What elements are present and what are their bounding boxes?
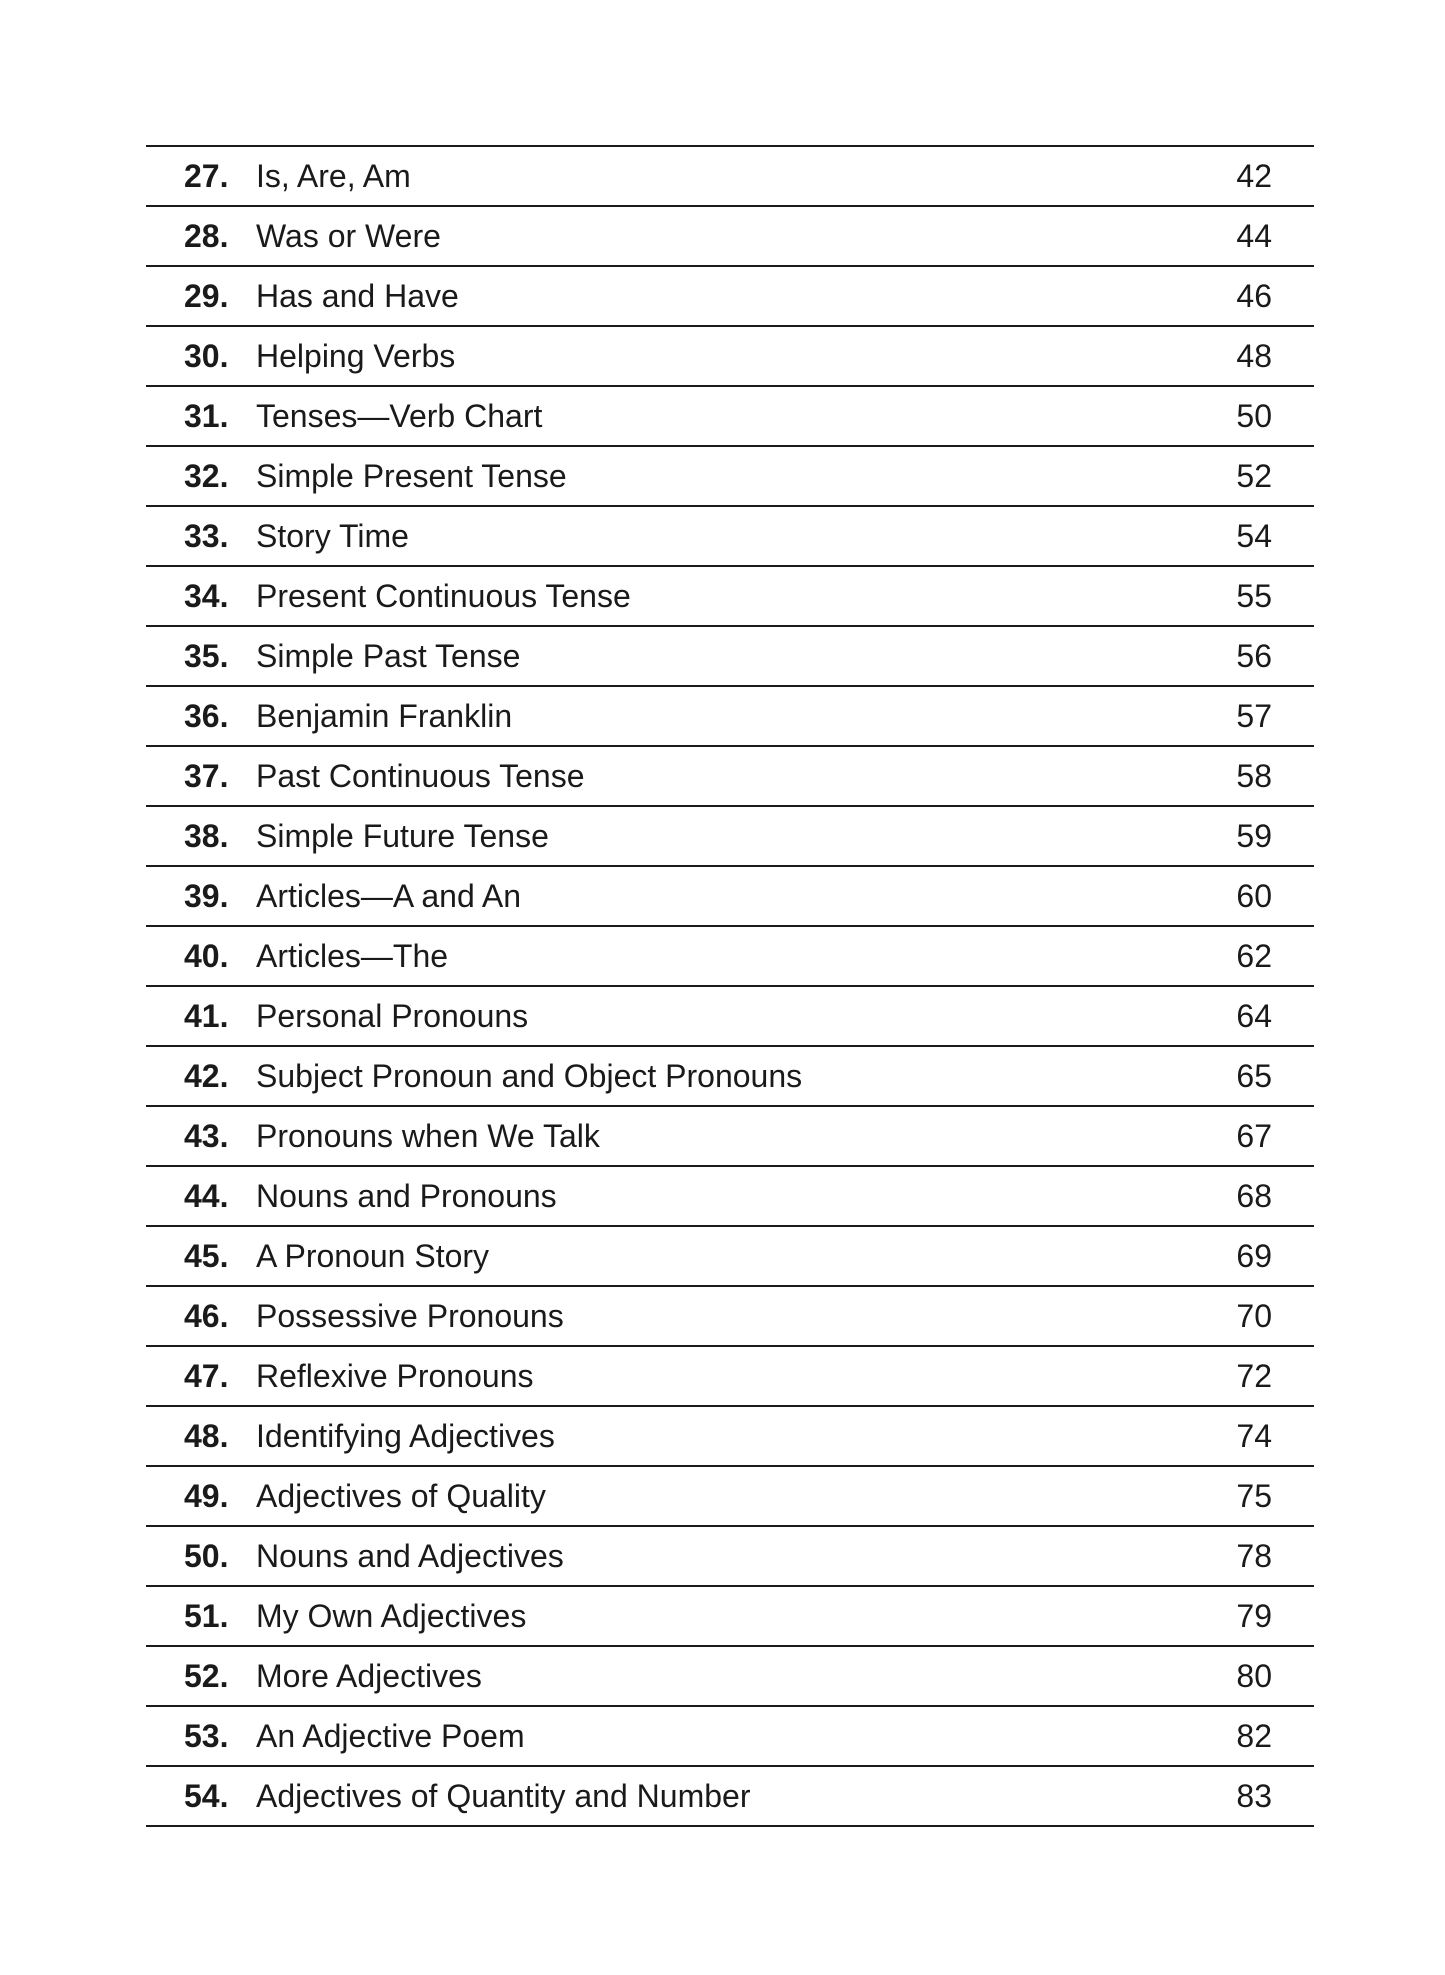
table-of-contents [146, 145, 1314, 1827]
toc-entry-number: 41. [184, 998, 229, 1034]
toc-entry-title: An Adjective Poem [256, 1718, 525, 1754]
toc-entry-page: 50 [1236, 398, 1272, 434]
toc-entry-number: 54. [184, 1778, 229, 1814]
toc-entry-title: Was or Were [256, 218, 441, 254]
toc-entry [146, 1467, 1314, 1527]
toc-entry [146, 1287, 1314, 1347]
toc-entry-page: 52 [1236, 458, 1272, 494]
toc-entry-number: 46. [184, 1298, 229, 1334]
toc-entry-number: 53. [184, 1718, 229, 1754]
toc-entry-number: 51. [184, 1598, 229, 1634]
toc-entry [146, 687, 1314, 747]
toc-entry-page: 75 [1236, 1478, 1272, 1514]
toc-entry-number: 42. [184, 1058, 229, 1094]
toc-entry-title: A Pronoun Story [256, 1238, 490, 1274]
toc-entry-number: 38. [184, 818, 229, 854]
toc-entry-title: Adjectives of Quality [256, 1478, 546, 1514]
toc-entry [146, 987, 1314, 1047]
toc-entry-page: 58 [1236, 758, 1272, 794]
toc-entry-number: 48. [184, 1418, 229, 1454]
toc-entry [146, 1707, 1314, 1767]
toc-entry-page: 57 [1236, 698, 1272, 734]
toc-entry-page: 68 [1236, 1178, 1272, 1214]
toc-entry-title: Subject Pronoun and Object Pronouns [256, 1058, 803, 1094]
toc-entry-title: Personal Pronouns [256, 998, 529, 1034]
toc-entry-title: Adjectives of Quantity and Number [256, 1778, 751, 1814]
toc-entry-number: 45. [184, 1238, 229, 1274]
toc-entry-page: 59 [1236, 818, 1272, 854]
toc-entry-page: 80 [1236, 1658, 1272, 1694]
toc-entry-number: 36. [184, 698, 229, 734]
toc-entry-title: Reflexive Pronouns [256, 1358, 534, 1394]
toc-entry-title: Possessive Pronouns [256, 1298, 564, 1334]
toc-entry-page: 48 [1236, 338, 1272, 374]
toc-entry-title: Has and Have [256, 278, 459, 314]
toc-entry [146, 1227, 1314, 1287]
toc-entry-title: Simple Future Tense [256, 818, 549, 854]
toc-entry-number: 35. [184, 638, 229, 674]
toc-entry [146, 267, 1314, 327]
toc-entry-number: 52. [184, 1658, 229, 1694]
toc-entry [146, 1347, 1314, 1407]
toc-entry [146, 807, 1314, 867]
toc-entry-number: 32. [184, 458, 229, 494]
toc-entry-title: Past Continuous Tense [256, 758, 585, 794]
toc-entry [146, 207, 1314, 267]
toc-entry [146, 1407, 1314, 1467]
toc-entry [146, 387, 1314, 447]
toc-entry-page: 42 [1236, 158, 1272, 194]
toc-entry-page: 54 [1236, 518, 1272, 554]
toc-entry-number: 37. [184, 758, 229, 794]
toc-entry-page: 83 [1236, 1778, 1272, 1814]
toc-entry [146, 567, 1314, 627]
toc-entry-page: 65 [1236, 1058, 1272, 1094]
toc-entry-page: 67 [1236, 1118, 1272, 1154]
toc-entry-page: 44 [1236, 218, 1272, 254]
toc-entry-page: 62 [1236, 938, 1272, 974]
toc-entry-title: Articles—The [256, 938, 449, 974]
toc-entry-title: Identifying Adjectives [256, 1418, 555, 1454]
toc-entry-page: 78 [1236, 1538, 1272, 1574]
toc-entry [146, 447, 1314, 507]
toc-entry-title: Tenses—Verb Chart [256, 398, 543, 434]
toc-entry-page: 55 [1236, 578, 1272, 614]
toc-entry-number: 29. [184, 278, 229, 314]
toc-entry [146, 507, 1314, 567]
toc-entry [146, 1767, 1314, 1827]
toc-entry [146, 1167, 1314, 1227]
toc-entry-title: Helping Verbs [256, 338, 456, 374]
toc-entry-title: Articles—A and An [256, 878, 522, 914]
toc-entry-number: 47. [184, 1358, 229, 1394]
toc-entry-number: 49. [184, 1478, 229, 1514]
toc-entry-number: 44. [184, 1178, 229, 1214]
toc-entry-title: Nouns and Adjectives [256, 1538, 564, 1574]
toc-entry-page: 82 [1236, 1718, 1272, 1754]
toc-entry-number: 34. [184, 578, 229, 614]
toc-entry-number: 31. [184, 398, 229, 434]
toc-entry-title: Benjamin Franklin [256, 698, 513, 734]
toc-entry-title: Pronouns when We Talk [256, 1118, 600, 1154]
toc-entry [146, 1587, 1314, 1647]
toc-entry [146, 927, 1314, 987]
toc-entry-title: Is, Are, Am [256, 158, 411, 194]
toc-entry-title: Story Time [256, 518, 409, 554]
toc-entry-title: Simple Past Tense [256, 638, 521, 674]
toc-entry-title: My Own Adjectives [256, 1598, 527, 1634]
toc-entry [146, 1047, 1314, 1107]
toc-entry-title: Present Continuous Tense [256, 578, 631, 614]
toc-entry-number: 40. [184, 938, 229, 974]
toc-entry-page: 72 [1236, 1358, 1272, 1394]
toc-entry-page: 70 [1236, 1298, 1272, 1334]
toc-entry-page: 69 [1236, 1238, 1272, 1274]
toc-entry-page: 64 [1236, 998, 1272, 1034]
toc-entry [146, 627, 1314, 687]
toc-entry-number: 28. [184, 218, 229, 254]
toc-entry-title: Nouns and Pronouns [256, 1178, 557, 1214]
toc-entry-number: 39. [184, 878, 229, 914]
toc-entry [146, 1107, 1314, 1167]
toc-entry [146, 867, 1314, 927]
toc-entry-title: Simple Present Tense [256, 458, 567, 494]
toc-entry-page: 60 [1236, 878, 1272, 914]
toc-entry-number: 43. [184, 1118, 229, 1154]
toc-entry-title: More Adjectives [256, 1658, 482, 1694]
toc-entry-number: 30. [184, 338, 229, 374]
toc-entry [146, 147, 1314, 207]
toc-entry-page: 56 [1236, 638, 1272, 674]
toc-entry-number: 27. [184, 158, 229, 194]
toc-entry-number: 33. [184, 518, 229, 554]
toc-entry [146, 1527, 1314, 1587]
toc-entry [146, 747, 1314, 807]
toc-entry [146, 1647, 1314, 1707]
toc-entry [146, 327, 1314, 387]
toc-entry-page: 79 [1236, 1598, 1272, 1634]
toc-entry-page: 46 [1236, 278, 1272, 314]
toc-entry-number: 50. [184, 1538, 229, 1574]
toc-entry-page: 74 [1236, 1418, 1272, 1454]
